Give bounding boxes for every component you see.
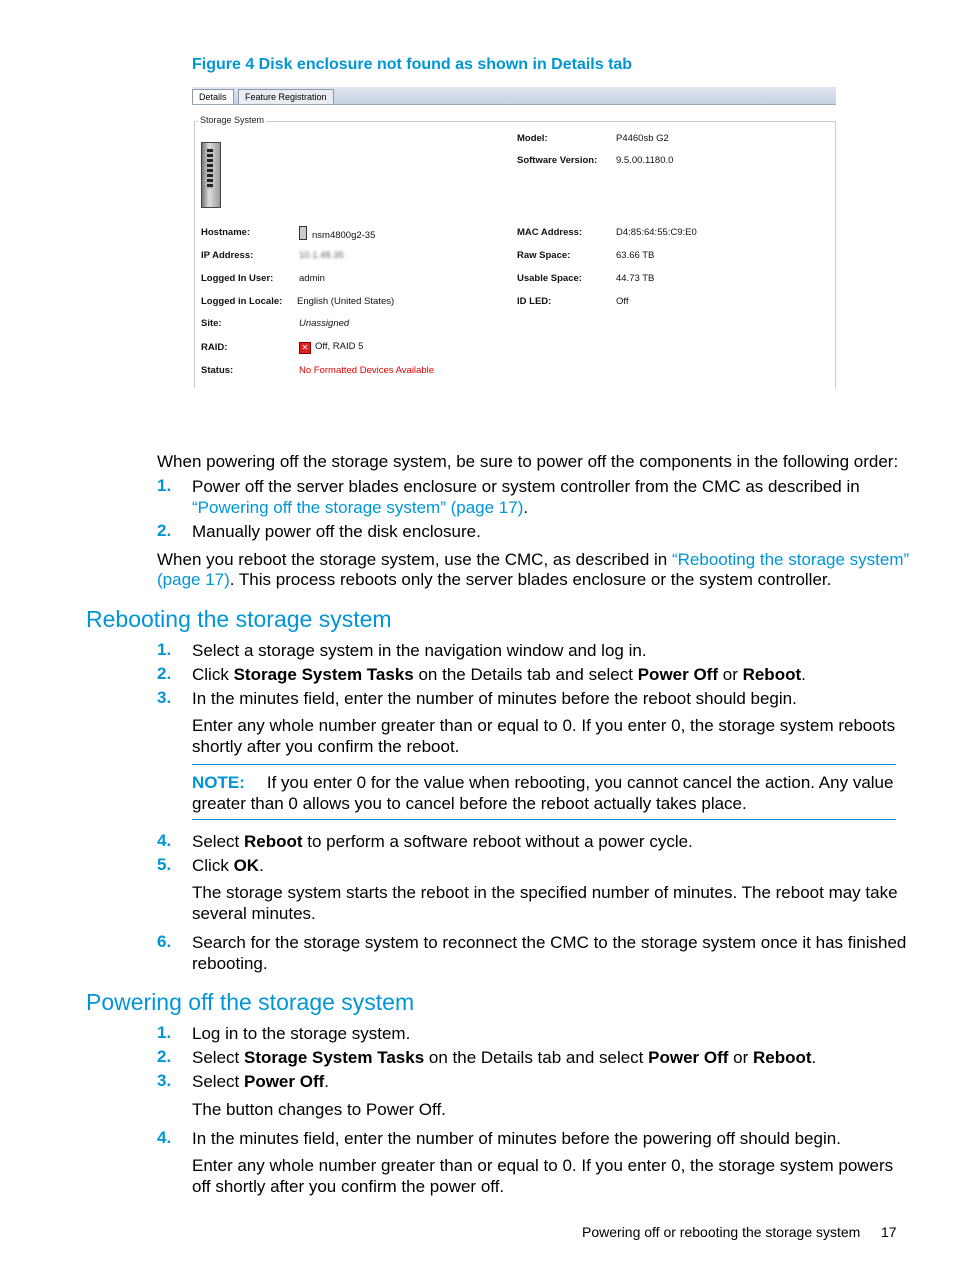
group-title: Storage System [200,115,265,125]
text: on the Details tab and select [424,1048,649,1067]
reboot-reference-pre: When you reboot the storage system, use the CMC, as described in [157,550,668,569]
bold-ok: OK [233,856,260,875]
note-bottom-rule [192,819,896,820]
raid-text: Off, RAID 5 [315,341,364,352]
ip-address-label: IP Address: [201,250,254,261]
server-icon [299,226,307,240]
text: to perform a software reboot without a power cycle. [302,832,693,851]
text: Click [192,856,234,875]
software-version-label: Software Version: [517,155,598,166]
reboot-step-5-detail-1: The storage system starts the reboot in the specified number of minutes. The reboot may take [192,883,898,902]
raw-space-label: Raw Space: [517,250,571,261]
storage-system-group [194,121,836,388]
poweroff-step-3-number: 3. [157,1071,172,1090]
logged-in-locale-value: English (United States) [297,296,395,307]
raid-value [299,341,363,354]
raid-label: RAID: [201,342,228,353]
model-value: P4460sb G2 [616,133,669,144]
storage-blade-icon [201,142,221,208]
intro-step-1-punct: . [523,498,529,517]
poweroff-step-4-detail-2: off shortly after you confirm the power off. [192,1177,505,1196]
hostname-text: nsm4800g2-35 [312,230,376,241]
logged-in-user-value: admin [299,273,325,284]
reboot-step-5-text [192,855,264,876]
poweroff-step-1-text: Log in to the storage system. [192,1024,411,1043]
footer-section-title: Powering off or rebooting the storage system [582,1224,861,1240]
hostname-value [299,226,375,241]
tab-details[interactable]: Details [192,89,234,104]
reboot-step-1-number: 1. [157,640,172,659]
reboot-step-4-text [192,831,693,852]
reboot-step-2-number: 2. [157,664,172,683]
link-rebooting[interactable]: “Rebooting the storage system” [671,550,910,569]
raid-error-icon: ✕ [299,342,311,354]
poweroff-step-3-detail: The button changes to Power Off. [192,1100,446,1119]
figure-caption: Figure 4 Disk enclosure not found as shown in Details tab [192,56,633,73]
reboot-step-6-number: 6. [157,932,172,951]
site-label: Site: [201,318,222,329]
text: or [718,665,743,684]
tab-bar [192,87,836,105]
text: Click [192,665,234,684]
rebooting-heading: Rebooting the storage system [86,606,392,632]
text: . [259,856,264,875]
reboot-step-4-number: 4. [157,831,172,850]
status-value: No Formatted Devices Available [299,365,434,376]
mac-address-label: MAC Address: [517,227,583,238]
mac-address-value: D4:85:64:55:C9:E0 [616,227,697,238]
reboot-reference-line2 [157,569,831,590]
reboot-step-5-number: 5. [157,855,172,874]
footer-page-number: 17 [881,1224,897,1240]
raw-space-value: 63.66 TB [616,250,655,261]
reboot-reference-line1 [157,549,909,570]
reboot-step-6-text-2: rebooting. [192,954,268,973]
hostname-label: Hostname: [201,227,251,238]
reboot-step-3-detail-1: Enter any whole number greater than or equal to 0. If you enter 0, the storage system reboots [192,716,896,735]
logged-in-user-label: Logged In User: [201,273,274,284]
note-top-rule [192,764,896,765]
reboot-step-3-detail-2: shortly after you confirm the reboot. [192,737,460,756]
text: Select [192,832,244,851]
text: Select [192,1072,244,1091]
reboot-step-5-detail-2: several minutes. [192,904,316,923]
id-led-value: Off [616,296,629,307]
usable-space-value: 44.73 TB [616,273,655,284]
note-line-1 [192,772,893,793]
powering-off-heading: Powering off the storage system [86,989,415,1015]
note-line-2: greater than 0 allows you to cancel before the reboot actually takes place. [192,794,747,813]
bold-power-off: Power Off [648,1048,729,1067]
intro-step-1-text: Power off the server blades enclosure or system controller from the CMC as described in [192,477,860,496]
text: on the Details tab and select [413,665,638,684]
bold-storage-system-tasks: Storage System Tasks [233,665,414,684]
text: . [811,1048,817,1067]
reboot-step-6-text-1: Search for the storage system to reconnect the CMC to the storage system once it has finished [192,933,907,952]
text: . [324,1072,330,1091]
bold-power-off: Power Off [243,1072,325,1091]
bold-reboot: Reboot [243,832,303,851]
note-label: NOTE: [192,773,245,792]
id-led-label: ID LED: [517,296,552,307]
text: . [801,665,806,684]
poweroff-step-4-text: In the minutes field, enter the number of minutes before the powering off should begin. [192,1129,841,1148]
reboot-step-1-text: Select a storage system in the navigation window and log in. [192,641,647,660]
poweroff-step-3-text [192,1071,329,1092]
software-version-value: 9.5.00.1180.0 [616,155,674,166]
bold-reboot: Reboot [753,1048,812,1067]
note-text-1: If you enter 0 for the value when rebooting, you cannot cancel the action. Any value [266,773,894,792]
reboot-step-3-text: In the minutes field, enter the number of minutes before the reboot should begin. [192,689,797,708]
model-label: Model: [517,133,548,144]
text: Select [192,1048,244,1067]
status-label: Status: [201,365,234,376]
intro-step-2-number: 2. [157,521,172,540]
usable-space-label: Usable Space: [517,273,582,284]
reboot-step-3-number: 3. [157,688,172,707]
poweroff-step-1-number: 1. [157,1023,172,1042]
bold-reboot: Reboot [742,665,802,684]
poweroff-step-2-number: 2. [157,1047,172,1066]
intro-paragraph: When powering off the storage system, be sure to power off the components in the following order: [157,452,899,471]
site-value: Unassigned [299,318,350,329]
reboot-step-2-text [192,664,806,685]
poweroff-step-2-text [192,1047,816,1068]
ip-address-value: 10.1.48.35 [299,250,344,261]
intro-step-2-text: Manually power off the disk enclosure. [192,522,481,541]
logged-in-locale-label: Logged in Locale: [201,296,283,307]
link-powering-off[interactable]: “Powering off the storage system” (page 17) [192,498,524,517]
poweroff-step-4-number: 4. [157,1128,172,1147]
text: or [728,1048,753,1067]
link-rebooting-page[interactable]: (page 17) [157,570,230,589]
intro-step-1-number: 1. [157,476,172,495]
intro-step-1-line2 [192,497,528,518]
poweroff-step-4-detail-1: Enter any whole number greater than or equal to 0. If you enter 0, the storage system powers [192,1156,894,1175]
bold-storage-system-tasks: Storage System Tasks [243,1048,425,1067]
tab-feature-registration[interactable]: Feature Registration [238,89,334,104]
bold-power-off: Power Off [637,665,719,684]
reboot-reference-post: . This process reboots only the server blades enclosure or the system controller. [229,570,832,589]
